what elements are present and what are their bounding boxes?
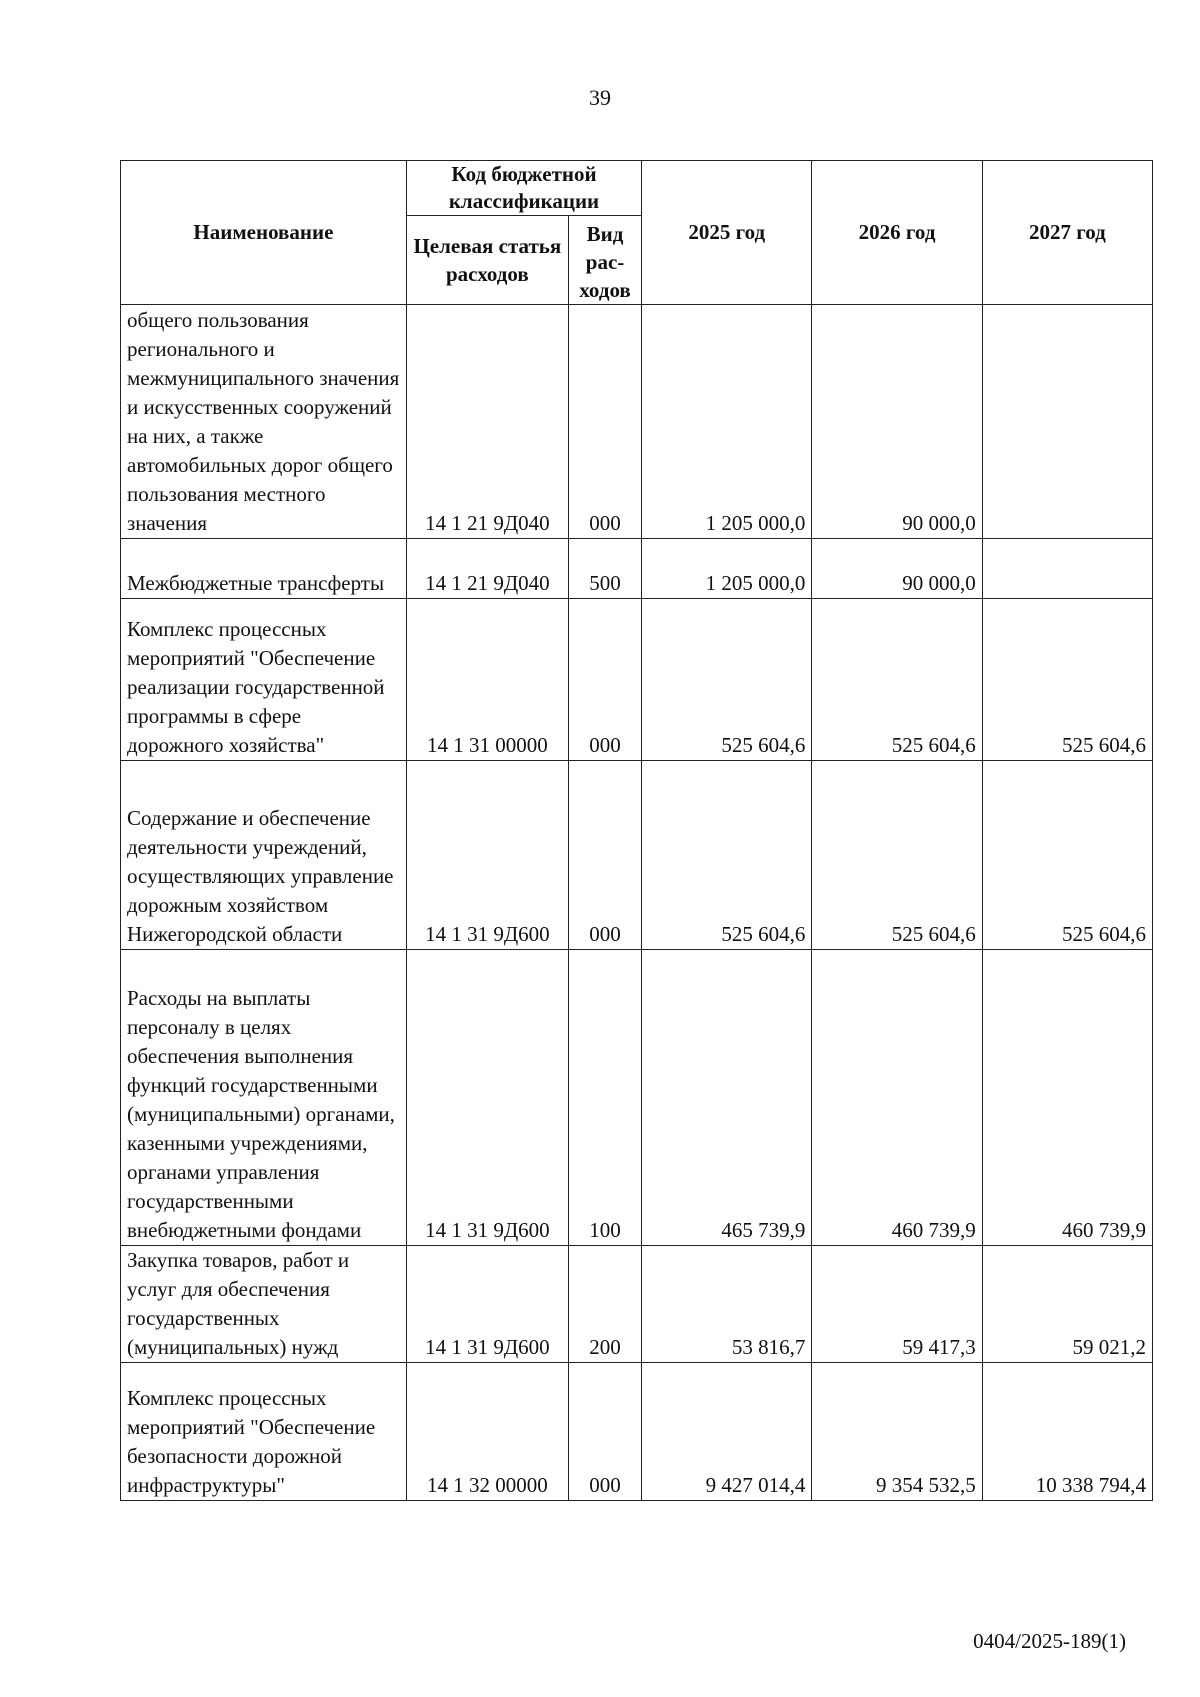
- row-name: общего пользования регионального и межмуниципального значения и искусственных сооружений на них, а также автомобильных дорог общего пользования местного значения: [121, 305, 407, 539]
- header-year-2027: 2027 год: [982, 161, 1152, 305]
- header-expense-type: Вид рас-ходов: [568, 216, 641, 305]
- row-value-2026: 59 417,3: [812, 1246, 982, 1363]
- row-expense-type: 000: [568, 599, 641, 761]
- row-target-article: 14 1 31 9Д600: [406, 761, 568, 950]
- table-header: [121, 161, 1153, 305]
- row-name: Содержание и обеспечение деятельности учреждений, осуществляющих управление дорожным хозяйством Нижегородской области: [121, 761, 407, 950]
- table-row: [121, 305, 1153, 539]
- row-value-2025: 465 739,9: [642, 950, 812, 1246]
- table-row: [121, 539, 1153, 599]
- table-row: [121, 599, 1153, 761]
- row-value-2026: 90 000,0: [812, 305, 982, 539]
- row-value-2026: 525 604,6: [812, 761, 982, 950]
- row-value-2025: 1 205 000,0: [642, 539, 812, 599]
- row-expense-type: 200: [568, 1246, 641, 1363]
- header-name: Наименование: [121, 161, 407, 305]
- row-expense-type: 500: [568, 539, 641, 599]
- row-expense-type: 000: [568, 761, 641, 950]
- document-code: 0404/2025-189(1): [973, 1629, 1126, 1653]
- row-value-2027: 460 739,9: [982, 950, 1152, 1246]
- row-name: Комплекс процессных мероприятий "Обеспечение реализации государственной программы в сфере дорожного хозяйства": [121, 599, 407, 761]
- row-value-2027: 10 338 794,4: [982, 1363, 1152, 1501]
- table-row: [121, 950, 1153, 1246]
- row-target-article: 14 1 31 9Д600: [406, 1246, 568, 1363]
- row-value-2027: 525 604,6: [982, 599, 1152, 761]
- row-name: Комплекс процессных мероприятий "Обеспечение безопасности дорожной инфраструктуры": [121, 1363, 407, 1501]
- budget-table: [120, 160, 1153, 1501]
- row-value-2026: 90 000,0: [812, 539, 982, 599]
- row-target-article: 14 1 21 9Д040: [406, 539, 568, 599]
- table-row: [121, 761, 1153, 950]
- row-value-2027: [982, 539, 1152, 599]
- header-year-2026: 2026 год: [812, 161, 982, 305]
- row-value-2025: 1 205 000,0: [642, 305, 812, 539]
- table-row: [121, 1363, 1153, 1501]
- row-name: Расходы на выплаты персоналу в целях обеспечения выполнения функций государственными (муниципальными) органами, казенными учреждениями, органами управления государственными внебюджетными фондами: [121, 950, 407, 1246]
- row-value-2027: 59 021,2: [982, 1246, 1152, 1363]
- row-name: Закупка товаров, работ и услуг для обеспечения государственных (муниципальных) нужд: [121, 1246, 407, 1363]
- row-target-article: 14 1 31 9Д600: [406, 950, 568, 1246]
- row-value-2026: 460 739,9: [812, 950, 982, 1246]
- row-value-2026: 9 354 532,5: [812, 1363, 982, 1501]
- header-code-group: Код бюджетной классификации: [406, 161, 641, 216]
- row-value-2026: 525 604,6: [812, 599, 982, 761]
- row-expense-type: 100: [568, 950, 641, 1246]
- row-target-article: 14 1 31 00000: [406, 599, 568, 761]
- row-expense-type: 000: [568, 305, 641, 539]
- row-target-article: 14 1 32 00000: [406, 1363, 568, 1501]
- table-row: [121, 1246, 1153, 1363]
- row-name: Межбюджетные трансферты: [121, 539, 407, 599]
- row-value-2025: 53 816,7: [642, 1246, 812, 1363]
- header-target-article: Целевая статья расходов: [406, 216, 568, 305]
- row-value-2025: 525 604,6: [642, 599, 812, 761]
- row-value-2025: 9 427 014,4: [642, 1363, 812, 1501]
- row-value-2025: 525 604,6: [642, 761, 812, 950]
- row-expense-type: 000: [568, 1363, 641, 1501]
- row-value-2027: 525 604,6: [982, 761, 1152, 950]
- page-number: 39: [589, 85, 611, 110]
- header-year-2025: 2025 год: [642, 161, 812, 305]
- row-target-article: 14 1 21 9Д040: [406, 305, 568, 539]
- row-value-2027: [982, 305, 1152, 539]
- table-body: [121, 305, 1153, 1501]
